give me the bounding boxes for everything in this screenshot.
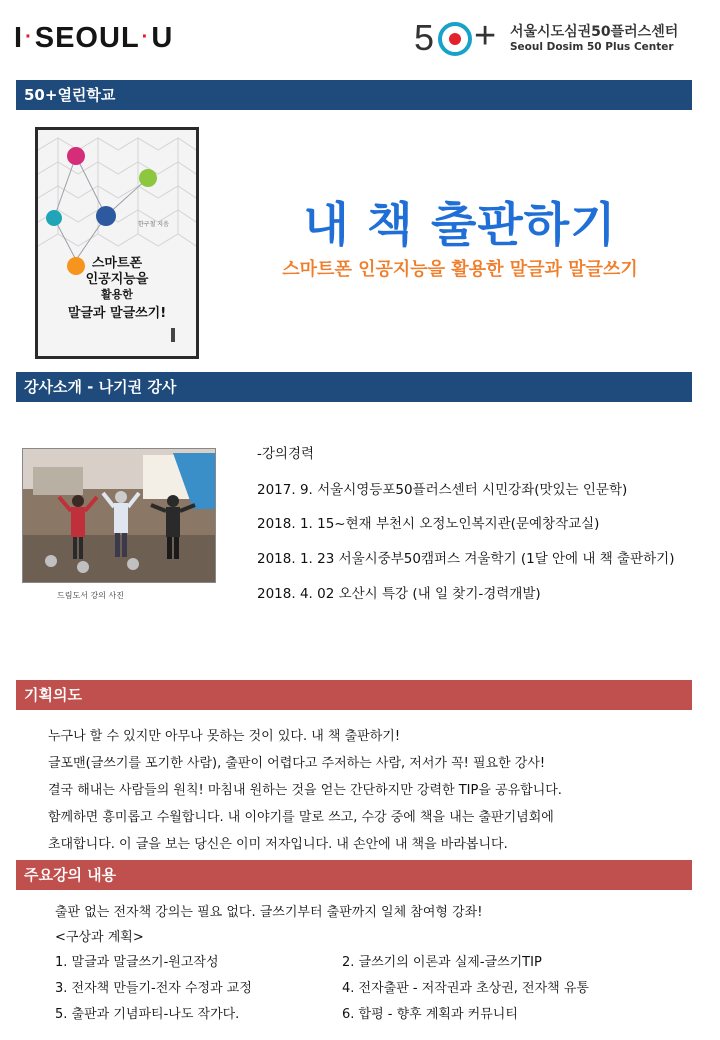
logo-ring-icon (438, 22, 472, 56)
planning-line: 누구나 할 수 있지만 아무나 못하는 것이 있다. 내 책 출판하기! (48, 729, 401, 744)
book-title-line3: 활용한 (101, 288, 133, 301)
i-seoul-u-logo (14, 22, 173, 55)
center-name-en: Seoul Dosim 50 Plus Center (510, 41, 674, 53)
document-icon (96, 206, 116, 226)
book-cover (35, 127, 199, 359)
career-item: 2018. 1. 23 서울시중부50캠퍼스 겨울학기 (1달 안에 내 책 출판하기) (257, 551, 675, 567)
bulb-icon (139, 169, 157, 187)
book-author: 한구철 지음 (138, 221, 169, 228)
content-item: 6. 합평 - 향후 계획과 커뮤니티 (342, 1007, 518, 1022)
book-title-line4: 말글과 말글쓰기! (67, 306, 167, 321)
book-title-line2: 인공지능을 (85, 272, 149, 287)
section-bar-planning: 기획의도 (16, 680, 692, 710)
center-logo (414, 15, 714, 60)
section-bar-instructor: 강사소개 - 나기권 강사 (16, 372, 692, 402)
section-bar-school: 50+열린학교 (16, 80, 692, 110)
planning-line: 결국 해내는 사람들의 원칙! 마침내 원하는 것을 얻는 간단하지만 강력한 TIP을 공유합니다. (48, 783, 562, 798)
dna-icon (67, 147, 85, 165)
seoul-logo-text: I ·SEOUL ·U (14, 22, 174, 54)
course-title: 내 책 출판하기 (303, 198, 617, 253)
career-item: 2018. 1. 15~현재 부천시 오정노인복지관(문예창작교실) (257, 516, 600, 532)
chart-icon (46, 210, 62, 226)
main-content-intro: 출판 없는 전자책 강의는 필요 없다. 글쓰기부터 출판까지 일체 참여형 강좌! (55, 905, 483, 920)
structure-label: <구상과 계획> (55, 930, 144, 945)
career-item: 2018. 4. 02 오산시 특강 (내 일 찾기-경력개발) (257, 586, 541, 602)
course-subtitle: 스마트폰 인공지능을 활용한 말글과 말글쓰기 (282, 259, 638, 280)
logo-plus-glyph: + (474, 15, 497, 57)
content-item: 2. 글쓰기의 이론과 실제-글쓰기TIP (342, 955, 542, 970)
content-item: 5. 출판과 기념파티-나도 작가다. (55, 1007, 240, 1022)
content-item: 4. 전자출판 - 저작권과 초상권, 전자책 유통 (342, 981, 589, 996)
book-network-graphic (38, 130, 196, 356)
career-item: 2017. 9. 서울시영등포50플러스센터 시민강좌(맛있는 인문학) (257, 482, 628, 498)
lecture-photo-scene (23, 449, 215, 582)
planning-line: 함께하면 흥미롭고 수월합니다. 내 이야기를 말로 쓰고, 수강 중에 책을 내는 출판기념회에 (48, 810, 554, 825)
career-heading: -강의경력 (257, 446, 315, 462)
section-bar-main-content: 주요강의 내용 (16, 860, 692, 890)
book-title-line1: 스마트폰 (91, 256, 143, 271)
planning-line: 글포맨(글쓰기를 포기한 사람), 출판이 어렵다고 주저하는 사람, 저서가 꼭! 필요한 강사! (48, 756, 546, 771)
planning-line: 초대합니다. 이 글을 보는 당신은 이미 저자입니다. 내 손안에 내 책을 바라봅니다. (48, 837, 508, 852)
logo-five-glyph: 5 (414, 17, 435, 58)
center-name-ko: 서울시도심권50플러스센터 (510, 24, 679, 40)
content-item: 3. 전자책 만들기-전자 수정과 교정 (55, 981, 252, 996)
content-item: 1. 말글과 말글쓰기-원고작성 (55, 955, 219, 970)
photo-caption: 드림도서 강의 사진 (57, 591, 124, 600)
instructor-photo (22, 448, 216, 583)
